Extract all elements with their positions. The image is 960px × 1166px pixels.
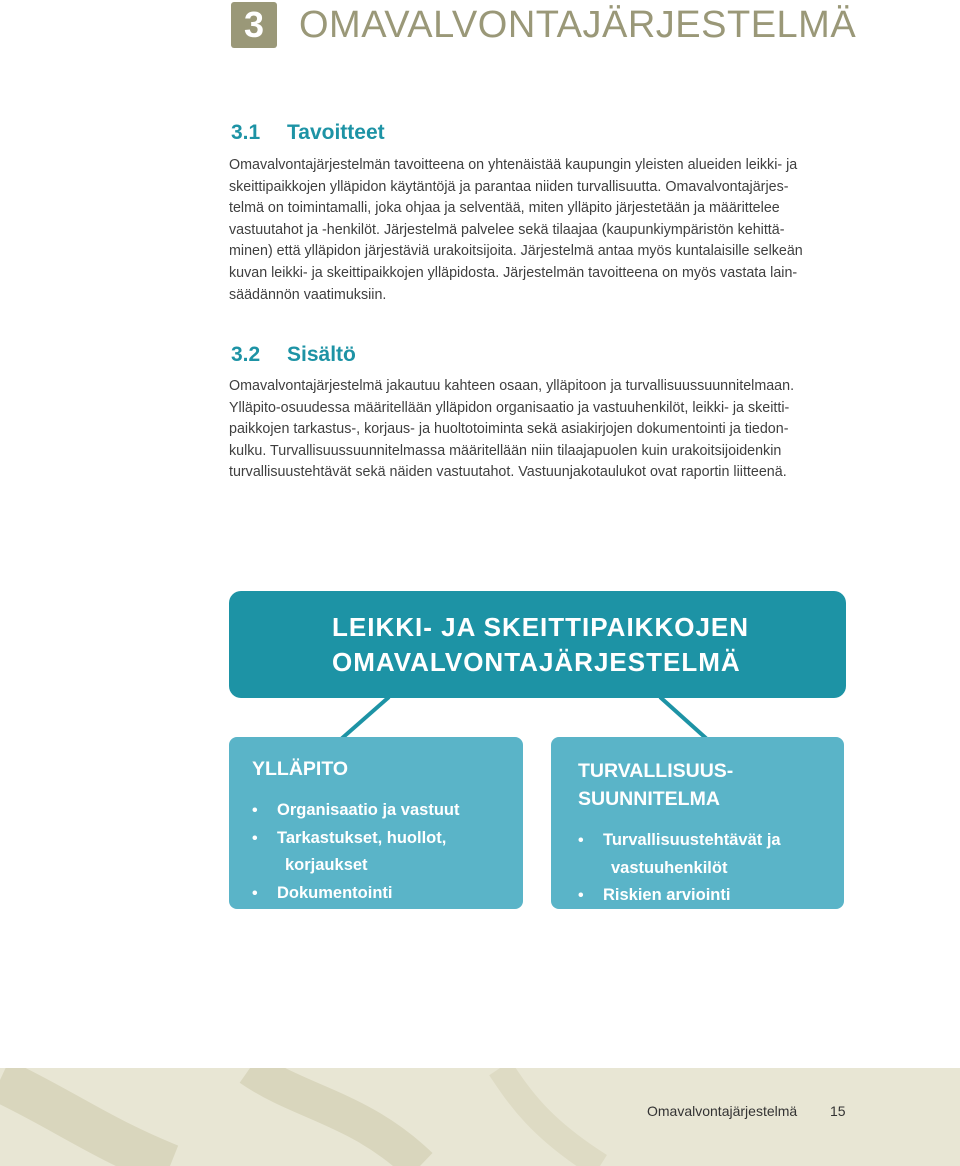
text-line: telmä on toimintamalli, joka ohjaa ja selventää, miten ylläpito järjestetään ja määrittelee <box>229 200 780 217</box>
diagram-root-box <box>229 591 846 698</box>
root-title-line2: OMAVALVONTAJÄRJESTELMÄ <box>332 646 741 677</box>
text-line: paikkojen tarkastus-, korjaus- ja huoltotoiminta sekä asiakirjojen dokumentointi ja tiedon- <box>229 421 789 438</box>
box-title <box>578 757 844 813</box>
text-line: kuvan leikki- ja skeittipaikkojen ylläpidosta. Järjestelmän tavoitteena on myös vastata lain- <box>229 264 798 281</box>
section-title: Tavoitteet <box>287 121 385 144</box>
list-item-text: Tarkastukset, huollot, <box>277 828 447 847</box>
bullet-list <box>578 827 844 910</box>
list-item-continuation: korjaukset <box>285 856 368 874</box>
footer-decoration <box>0 1068 960 1166</box>
connector-left <box>340 697 389 740</box>
page-number: 15 <box>830 1103 846 1119</box>
chapter-number-badge: 3 <box>231 2 277 48</box>
list-item-continuation: vastuuhenkilöt <box>611 858 728 877</box>
section-number: 3.2 <box>231 343 261 366</box>
diagram-box-yllapito <box>229 737 523 909</box>
list-item <box>578 882 844 910</box>
diagram-box-turvallisuussuunnitelma <box>551 737 844 909</box>
list-item <box>252 825 523 880</box>
bullet-icon: • <box>252 829 258 847</box>
connector-right <box>660 697 708 740</box>
text-line: skeittipaikkojen ylläpidon käytäntöjä ja parantaa niiden turvallisuutta. Omavalvontajärjes- <box>229 178 789 195</box>
root-title-line1: LEIKKI- JA SKEITTIPAIKKOJEN <box>332 611 750 642</box>
section-number: 3.1 <box>231 121 261 144</box>
list-item-text: Dokumentointi <box>277 883 393 902</box>
bullet-icon: • <box>252 884 258 902</box>
bullet-list <box>252 797 523 907</box>
text-line: Omavalvontajärjestelmän tavoitteena on yhtenäistää kaupungin yleisten alueiden leikki- ja <box>229 157 798 173</box>
bullet-icon: • <box>578 887 584 904</box>
text-line: turvallisuustehtävät sekä näiden vastuutahot. Vastuunjakotaulukot ovat raportin liitteenä. <box>229 464 787 481</box>
text-line: Omavalvontajärjestelmä jakautuu kahteen osaan, ylläpitoon ja turvallisuussuunnitelmaan. <box>229 378 795 394</box>
list-item <box>578 827 844 882</box>
text-line: minen) että ylläpidon järjestäviä urakoitsijoita. Järjestelmä antaa myös kuntalaisille selkeän <box>229 243 803 260</box>
text-line: säädännön vaatimuksiin. <box>229 286 387 303</box>
text-line: kulku. Turvallisuussuunnitelmassa määritellään niin tilaajapuolen kuin urakoitsijoidenkin <box>229 442 782 459</box>
box-title-line1: TURVALLISUUS- <box>578 760 734 782</box>
text-line: Ylläpito-osuudessa määritellään ylläpidon organisaatio ja vastuuhenkilöt, leikki- ja skeitti- <box>229 399 790 416</box>
bullet-icon: • <box>578 832 584 849</box>
list-item-text: Turvallisuustehtävät ja <box>603 831 781 849</box>
list-item-text: Riskien arviointi <box>603 886 731 904</box>
box-title-line2: SUUNNITELMA <box>578 788 720 810</box>
list-item <box>252 797 523 825</box>
box-title: YLLÄPITO <box>252 758 349 780</box>
list-item <box>252 880 523 908</box>
footer-band <box>0 1068 960 1166</box>
list-item-text: Organisaatio ja vastuut <box>277 801 460 819</box>
text-line: vastuutahot ja -henkilöt. Järjestelmä palvelee sekä tilaajaa (kaupunkiympäristön kehittä- <box>229 221 785 238</box>
section-title: Sisältö <box>287 343 356 366</box>
footer-chapter-label: Omavalvontajärjestelmä <box>647 1103 798 1119</box>
bullet-icon: • <box>252 802 258 819</box>
chapter-title: OMAVALVONTAJÄRJESTELMÄ <box>299 3 857 46</box>
